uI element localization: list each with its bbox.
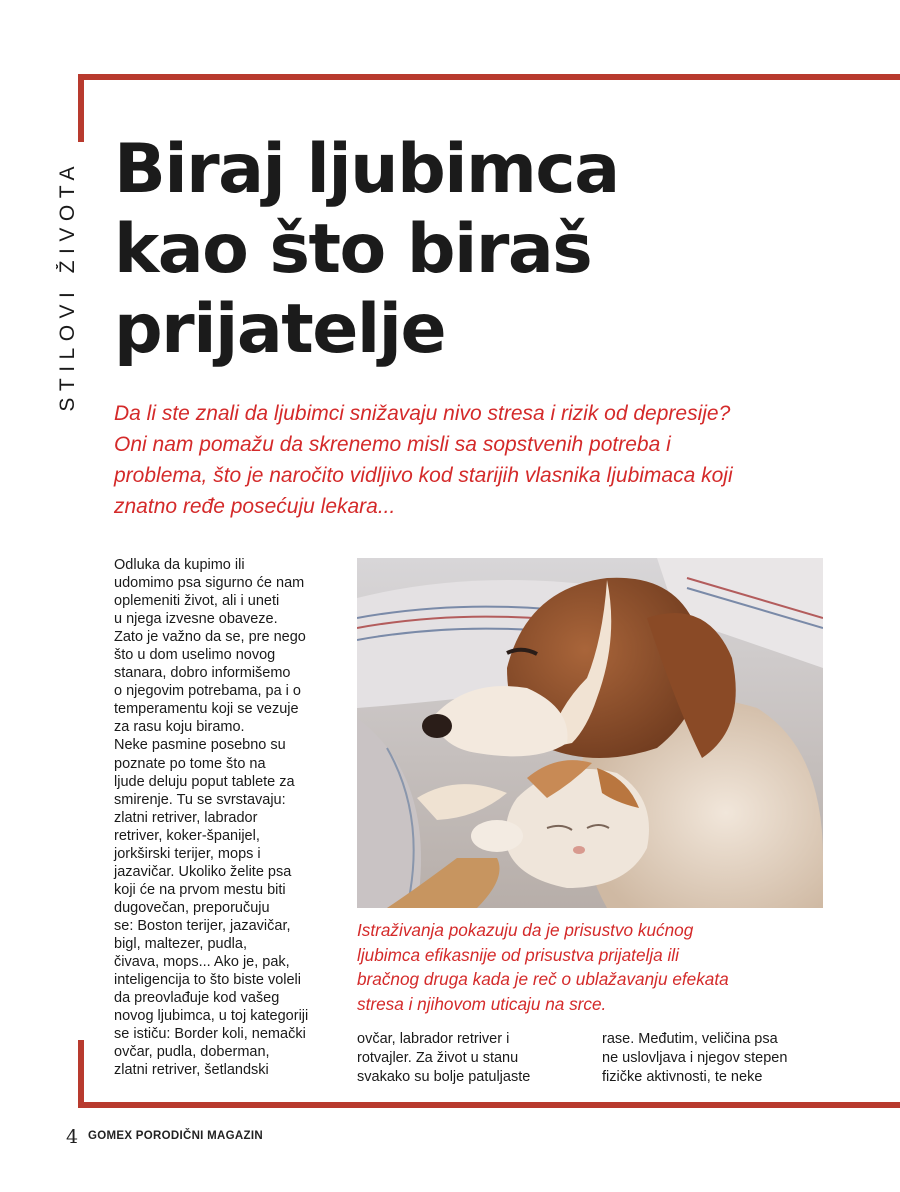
body-line: ne uslovljava i njegov stepen bbox=[602, 1050, 788, 1066]
body-line: čivava, mops... Ako je, pak, bbox=[114, 954, 290, 971]
body-line: zlatni retriver, šetlandski bbox=[114, 1062, 269, 1079]
body-line: bigl, maltezer, pudla, bbox=[114, 935, 247, 952]
body-line: za rasu koju biramo. bbox=[114, 719, 245, 736]
body-line: da preovlađuje kod vašeg bbox=[114, 990, 280, 1007]
frame-bottom-rule bbox=[78, 1102, 900, 1108]
body-column-3 bbox=[602, 1030, 832, 1087]
lead-paragraph bbox=[114, 398, 814, 522]
photo-caption bbox=[357, 918, 837, 1016]
body-line: fizičke aktivnosti, te neke bbox=[602, 1069, 763, 1085]
title-line: kao što biraš bbox=[114, 210, 592, 289]
lead-line: problema, što je naročito vidljivo kod starijih vlasnika ljubimaca koji bbox=[114, 464, 733, 487]
body-line: udomimo psa sigurno će nam bbox=[114, 575, 305, 592]
body-line: retriver, koker-španijel, bbox=[114, 827, 260, 844]
title-line: Biraj ljubimca bbox=[114, 130, 619, 209]
caption-line: bračnog druga kada je reč o ublažavanju efekata bbox=[357, 969, 729, 989]
body-column-1 bbox=[114, 556, 354, 1079]
page-number: 4 bbox=[66, 1126, 79, 1148]
frame-top-rule bbox=[78, 74, 900, 80]
body-line: inteligencija to što biste voleli bbox=[114, 972, 301, 989]
body-line: temperamentu koji se vezuje bbox=[114, 701, 299, 718]
lead-line: Oni nam pomažu da skrenemo misli sa sopstvenih potreba i bbox=[114, 433, 671, 456]
magazine-name: GOMEX PORODIČNI MAGAZIN bbox=[88, 1130, 263, 1142]
body-line: rase. Međutim, veličina psa bbox=[602, 1031, 778, 1047]
body-line: se ističu: Border koli, nemački bbox=[114, 1026, 306, 1043]
body-line: jazavičar. Ukoliko želite psa bbox=[114, 863, 292, 880]
body-line: ovčar, labrador retriver i bbox=[357, 1031, 510, 1047]
body-line: ovčar, pudla, doberman, bbox=[114, 1044, 270, 1061]
photo-illustration bbox=[357, 558, 823, 908]
article-title bbox=[114, 130, 874, 370]
body-line: koji će na prvom mestu biti bbox=[114, 881, 286, 898]
dog-and-cat-photo bbox=[357, 558, 823, 908]
section-label: STILOVI ŽIVOTA bbox=[56, 160, 79, 412]
body-line: Odluka da kupimo ili bbox=[114, 557, 245, 573]
lead-line: Da li ste znali da ljubimci snižavaju nivo stresa i rizik od depresije? bbox=[114, 402, 731, 425]
body-line: stanara, dobro informišemo bbox=[114, 665, 291, 682]
body-line: smirenje. Tu se svrstavaju: bbox=[114, 791, 286, 808]
body-column-2 bbox=[357, 1030, 572, 1087]
body-line: jorkširski terijer, mops i bbox=[114, 845, 261, 862]
body-line: o njegovim potrebama, pa i o bbox=[114, 683, 301, 700]
body-line: poznate po tome što na bbox=[114, 755, 266, 772]
body-line: što u dom uselimo novog bbox=[114, 647, 276, 664]
lead-line: znatno ređe posećuju lekara... bbox=[114, 495, 396, 518]
caption-line: stresa i njihovom uticaju na srce. bbox=[357, 993, 607, 1014]
body-line: novog ljubimca, u toj kategoriji bbox=[114, 1008, 309, 1025]
body-line: svakako su bolje patuljaste bbox=[357, 1069, 531, 1085]
body-line: zlatni retriver, labrador bbox=[114, 809, 258, 826]
body-line: se: Boston terijer, jazavičar, bbox=[114, 917, 291, 934]
body-line: Zato je važno da se, pre nego bbox=[114, 629, 306, 646]
frame-left-bottom-rule bbox=[78, 1040, 84, 1108]
body-line: rotvajler. Za život u stanu bbox=[357, 1050, 519, 1066]
frame-left-top-rule bbox=[78, 74, 84, 142]
body-line: ljude deluju poput tablete za bbox=[114, 773, 295, 790]
body-line: u njega izvesne obaveze. bbox=[114, 611, 278, 628]
body-line: oplemeniti život, ali i uneti bbox=[114, 593, 280, 610]
title-line: prijatelje bbox=[114, 290, 446, 369]
caption-line: Istraživanja pokazuju da je prisustvo kućnog bbox=[357, 920, 694, 940]
caption-line: ljubimca efikasnije od prisustva prijatelja ili bbox=[357, 944, 679, 965]
body-line: dugovečan, preporučuju bbox=[114, 899, 270, 916]
body-line: Neke pasmine posebno su bbox=[114, 737, 286, 754]
